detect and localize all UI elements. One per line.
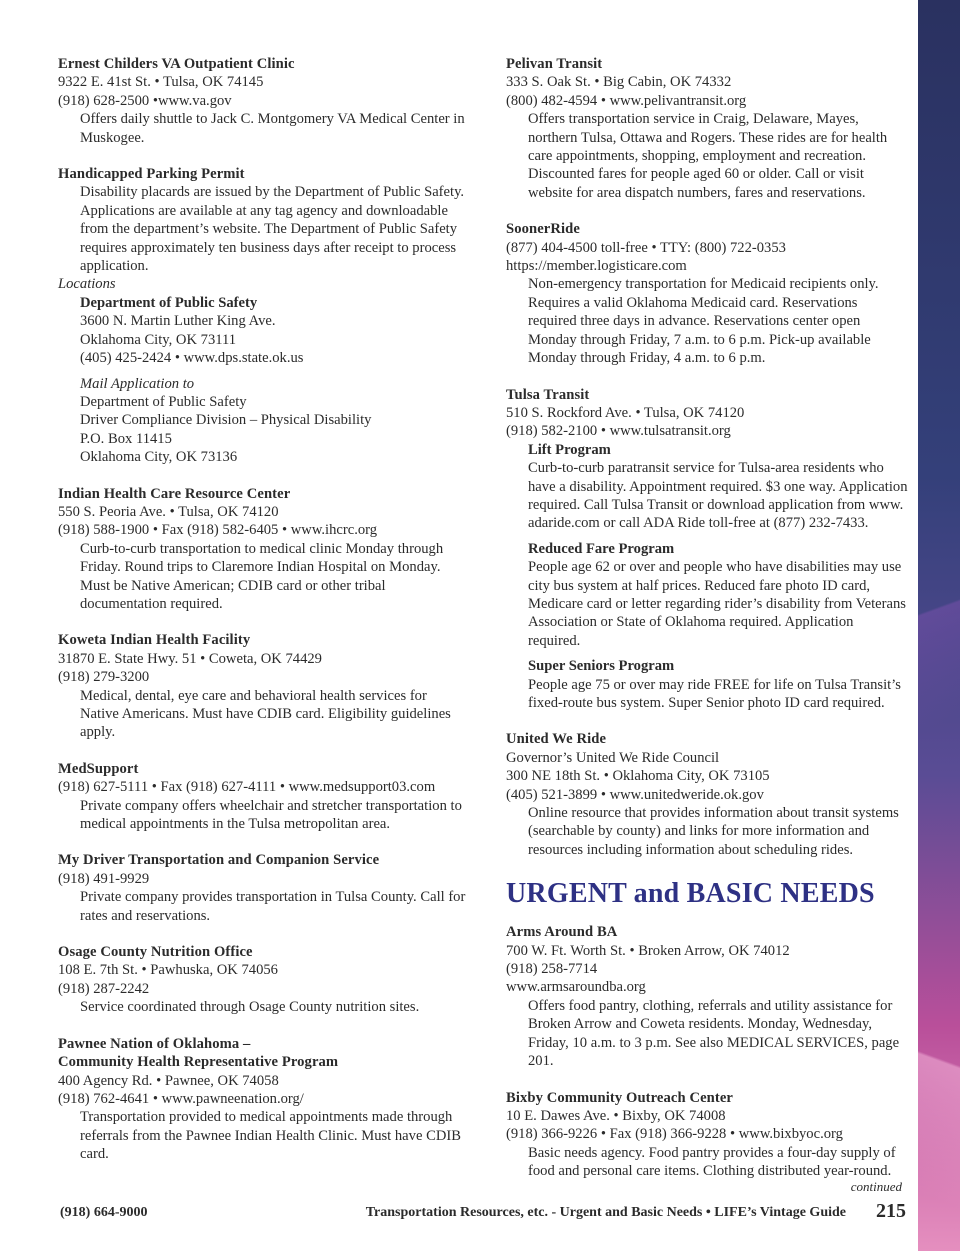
listing-name: MedSupport xyxy=(58,760,139,777)
edge-facet xyxy=(918,520,960,740)
listing-contact: (800) 482-4594 • www.pelivantransit.org xyxy=(506,92,747,109)
mail-address-line: Oklahoma City, OK 73136 xyxy=(80,449,238,466)
listing-ernest-childers xyxy=(58,55,468,147)
listing-name: Arms Around BA xyxy=(506,924,618,941)
listing-handicapped-parking xyxy=(58,165,468,467)
listing-url: https://member.logisticare.com xyxy=(506,258,687,275)
listing-contact: (918) 628-2500 •www.va.gov xyxy=(58,92,232,109)
listing-address: 108 E. 7th St. • Pawhuska, OK 74056 xyxy=(58,962,278,979)
page-number: 215 xyxy=(876,1200,906,1222)
listing-contact: (918) 582-2100 • www.tulsatransit.org xyxy=(506,423,731,440)
mail-application-label: Mail Application to xyxy=(80,375,195,392)
listing-tulsa-transit xyxy=(506,386,908,713)
listing-description: Private company provides transportation in Tulsa County. Call for rates and reservations. xyxy=(80,889,466,924)
listing-description: Curb-to-curb transportation to medical clinic Monday through Friday. Round trips to Claremore Indian Hospital on Monday. Must be Native American; CDIB card or other tribal documentation required. xyxy=(80,540,444,612)
listing-soonerride xyxy=(506,220,908,367)
footer-guide-title: Transportation Resources, etc. - Urgent and Basic Needs • LIFE’s Vintage Guide xyxy=(365,1205,846,1220)
listing-description: Non-emergency transportation for Medicaid recipients only. Requires a valid Oklahoma Medicaid card. Reservations required three days in advance. Reservations center open Monday through Friday, 7 a.m. to 6 p.m. Pick-up available Monday through Friday, 4 a.m. to 6 p.m. xyxy=(528,276,879,367)
listing-contact: (918) 588-1900 • Fax (918) 582-6405 • www.ihcrc.org xyxy=(58,522,378,539)
department-city: Oklahoma City, OK 73111 xyxy=(80,331,237,348)
listing-address: 9322 E. 41st St. • Tulsa, OK 74145 xyxy=(58,74,264,91)
listing-description: Disability placards are issued by the Department of Public Safety. Applications are available at any tag agency and downloadable from the department’s website. The Department of Public Safety requires approximately ten business days after receipt to process application. xyxy=(80,184,465,275)
program-title: Lift Program xyxy=(528,441,611,458)
listing-address: 333 S. Oak St. • Big Cabin, OK 74332 xyxy=(506,74,732,91)
listing-arms-around-ba xyxy=(506,923,908,1070)
section-heading: URGENT and BASIC NEEDS xyxy=(506,878,875,910)
department-name: Department of Public Safety xyxy=(80,294,258,311)
program-description: People age 62 or over and people who have disabilities may use city bus system at half prices. Reduced fare photo ID card, Medicare card or letter regarding rider’s disability from Veterans Association or State of Oklahoma required. Application required. xyxy=(528,559,906,649)
listing-name: Handicapped Parking Permit xyxy=(58,166,245,183)
listing-united-we-ride xyxy=(506,730,908,859)
listing-organization: Governor’s United We Ride Council xyxy=(506,749,720,766)
listing-name-continued: Community Health Representative Program xyxy=(58,1054,339,1071)
program-description: People age 75 or over may ride FREE for life on Tulsa Transit’s fixed-route bus system. Super Senior photo ID card required. xyxy=(528,676,901,711)
listing-name: Koweta Indian Health Facility xyxy=(58,632,251,649)
listing-name: Pawnee Nation of Oklahoma – xyxy=(58,1035,251,1052)
listing-name: United We Ride xyxy=(506,731,607,748)
locations-label: Locations xyxy=(58,276,116,293)
listing-contact: (918) 287-2242 xyxy=(58,980,150,997)
listing-description: Offers food pantry, clothing, referrals and utility assistance for Broken Arrow and Coweta residents. Monday, Wednesday, Friday, 10 a.m. to 3 p.m. See also MEDICAL SERVICES, page 201. xyxy=(528,997,900,1070)
listing-name: My Driver Transportation and Companion Service xyxy=(58,852,380,869)
listing-address: 700 W. Ft. Worth St. • Broken Arrow, OK 74012 xyxy=(506,942,790,959)
listing-address: 550 S. Peoria Ave. • Tulsa, OK 74120 xyxy=(58,503,279,520)
listing-my-driver xyxy=(58,851,468,925)
listing-medsupport xyxy=(58,760,468,834)
listing-address: 510 S. Rockford Ave. • Tulsa, OK 74120 xyxy=(506,404,745,421)
page-footer xyxy=(58,1202,906,1226)
listing-contact: (877) 404-4500 toll-free • TTY: (800) 722-0353 xyxy=(506,239,786,256)
mail-address-line: Driver Compliance Division – Physical Disability xyxy=(80,412,372,429)
listing-bixby-outreach xyxy=(506,1089,908,1181)
listing-pelivan-transit xyxy=(506,55,908,202)
listing-address: 400 Agency Rd. • Pawnee, OK 74058 xyxy=(58,1072,279,1089)
listing-pawnee-nation xyxy=(58,1035,468,1164)
listing-name: Osage County Nutrition Office xyxy=(58,944,253,961)
program-title: Reduced Fare Program xyxy=(528,540,675,557)
listing-contact: (918) 762-4641 • www.pawneenation.org/ xyxy=(58,1090,304,1107)
listing-description: Offers daily shuttle to Jack C. Montgomery VA Medical Center in Muskogee. xyxy=(80,111,465,146)
continued-note: continued xyxy=(850,1179,902,1194)
listing-contact: (918) 366-9226 • Fax (918) 366-9228 • www.bixbyoc.org xyxy=(506,1126,843,1143)
department-address: 3600 N. Martin Luther King Ave. xyxy=(80,313,276,330)
listing-name: Bixby Community Outreach Center xyxy=(506,1089,733,1106)
right-column xyxy=(506,55,908,1199)
left-column xyxy=(58,55,468,1182)
listing-description: Online resource that provides information about transit systems (searchable by county) and links for more information and resources including information about scheduling rides. xyxy=(528,805,899,858)
listing-indian-health-care xyxy=(58,485,468,614)
listing-address: 300 NE 18th St. • Oklahoma City, OK 73105 xyxy=(506,768,770,785)
listing-description: Basic needs agency. Food pantry provides a four-day supply of food and personal care items. Clothing distributed year-round. xyxy=(528,1144,896,1180)
listing-address: 10 E. Dawes Ave. • Bixby, OK 74008 xyxy=(506,1107,726,1124)
listing-name: Ernest Childers VA Outpatient Clinic xyxy=(58,56,295,72)
mail-address-line: P.O. Box 11415 xyxy=(80,430,172,447)
listing-contact: (918) 258-7714 xyxy=(506,961,598,978)
listing-koweta xyxy=(58,631,468,741)
program-title: Super Seniors Program xyxy=(528,658,675,675)
listing-osage-county xyxy=(58,943,468,1017)
listing-description: Transportation provided to medical appointments made through referrals from the Pawnee Indian Health Clinic. Must have CDIB card. xyxy=(80,1109,461,1163)
listing-description: Offers transportation service in Craig, Delaware, Mayes, northern Tulsa, Ottawa and Rogers. These rides are for health care appointments, shopping, employment and recreation. Discounted fares for people aged 60 or older. Call or visit website for area dispatch numbers, fares and reservations. xyxy=(528,111,888,201)
listing-description: Medical, dental, eye care and behavioral health services for Native Americans. Must have CDIB card. Eligibility guidelines apply. xyxy=(80,687,451,741)
footer-phone: (918) 664-9000 xyxy=(60,1205,148,1220)
mail-address-line: Department of Public Safety xyxy=(80,393,247,410)
listing-description: Private company offers wheelchair and stretcher transportation to medical appointments in the Tulsa metropolitan area. xyxy=(80,797,462,833)
decorative-edge-band xyxy=(918,0,960,1251)
edge-facet xyxy=(918,980,960,1251)
listing-description: Service coordinated through Osage County nutrition sites. xyxy=(80,999,420,1016)
listing-name: Pelivan Transit xyxy=(506,56,603,72)
listing-name: Indian Health Care Resource Center xyxy=(58,485,291,502)
listing-url: www.armsaroundba.org xyxy=(506,979,646,996)
listing-contact: (918) 279-3200 xyxy=(58,669,150,686)
listing-address: 31870 E. State Hwy. 51 • Coweta, OK 74429 xyxy=(58,650,322,667)
listing-contact: (918) 491-9929 xyxy=(58,870,150,887)
listing-contact: (405) 521-3899 • www.unitedweride.ok.gov xyxy=(506,786,764,803)
program-description: Curb-to-curb paratransit service for Tulsa-area residents who have a disability. Appointment required. $3 one way. Application required. Call Tulsa Transit or download application from www. adaride.com or call ADA Ride toll-free at (877) 232-7433. xyxy=(528,460,908,532)
department-contact: (405) 425-2424 • www.dps.state.ok.us xyxy=(80,350,304,367)
listing-name: SoonerRide xyxy=(506,221,580,238)
listing-contact: (918) 627-5111 • Fax (918) 627-4111 • www.medsupport03.com xyxy=(58,779,436,796)
listing-name: Tulsa Transit xyxy=(506,386,590,403)
